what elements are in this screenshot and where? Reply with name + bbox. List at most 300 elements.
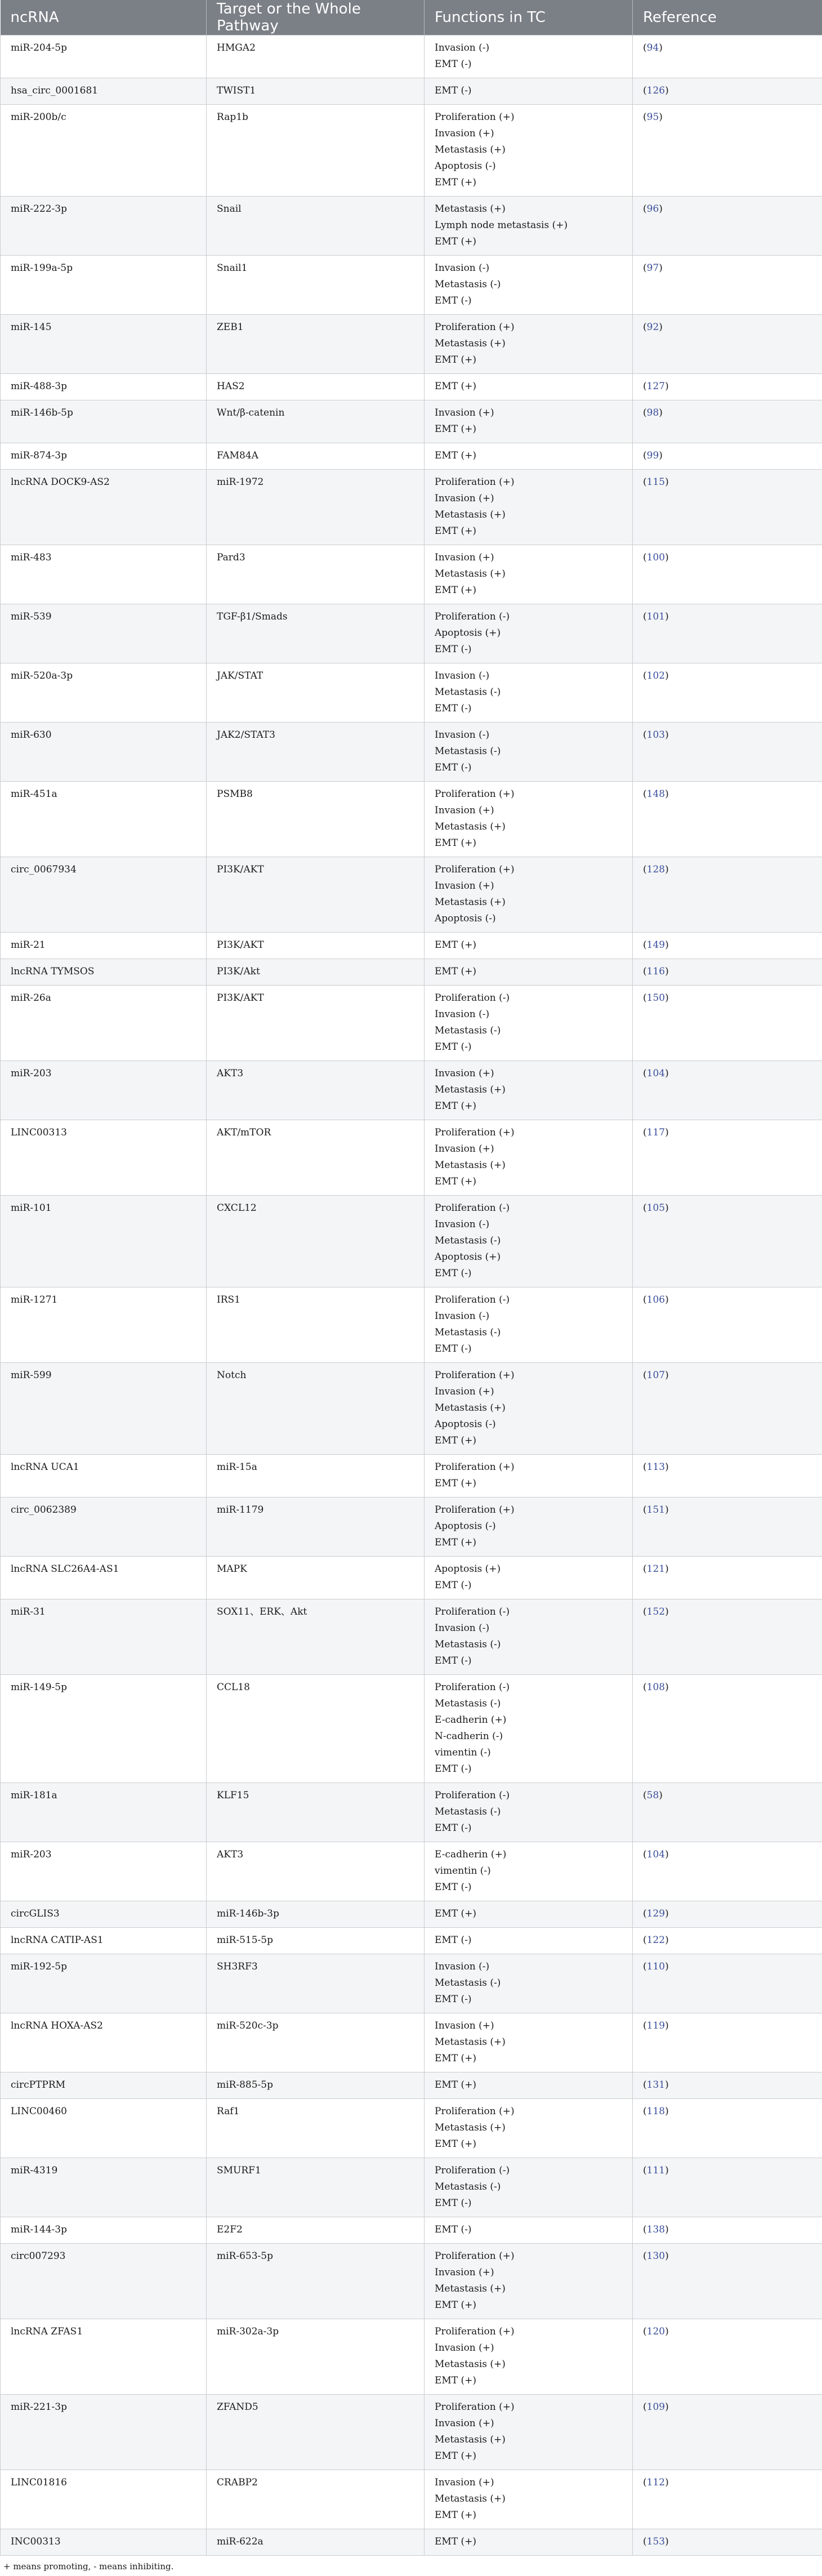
function-item: Metastasis (+) — [435, 821, 506, 832]
function-item: EMT (+) — [435, 2535, 477, 2547]
function-item: Proliferation (+) — [435, 111, 515, 123]
function-item: EMT (-) — [435, 2223, 472, 2235]
function-item: Metastasis (+) — [435, 1402, 506, 1414]
function-item: EMT (+) — [435, 2509, 477, 2521]
cell-target: miR-15a — [207, 1454, 425, 1497]
reference-link[interactable]: 104 — [646, 1067, 665, 1079]
reference-link[interactable]: 153 — [646, 2535, 665, 2547]
cell-reference: (115) — [633, 469, 822, 545]
cell-functions — [425, 2529, 633, 2555]
cell-ncrna: miR-451a — [1, 781, 207, 857]
cell-target: AKT3 — [207, 1060, 425, 1120]
reference-link[interactable]: 95 — [646, 111, 659, 123]
function-item: EMT (-) — [435, 1822, 472, 1834]
cell-reference: (94) — [633, 35, 822, 78]
cell-target: SMURF1 — [207, 2158, 425, 2217]
function-item: Proliferation (-) — [435, 610, 510, 622]
function-item: Proliferation (-) — [435, 1789, 510, 1801]
reference-link[interactable]: 117 — [646, 1126, 665, 1138]
cell-functions — [425, 857, 633, 932]
cell-target: AKT/mTOR — [207, 1120, 425, 1195]
cell-target: PSMB8 — [207, 781, 425, 857]
reference-link[interactable]: 92 — [646, 321, 659, 333]
table-row — [1, 2243, 822, 2319]
cell-reference: (121) — [633, 1556, 822, 1599]
cell-reference: (131) — [633, 2072, 822, 2098]
cell-target: FAM84A — [207, 443, 425, 469]
function-item: Metastasis (-) — [435, 278, 501, 290]
table-row — [1, 2098, 822, 2158]
cell-functions — [425, 1599, 633, 1674]
table-row — [1, 104, 822, 196]
cell-functions — [425, 314, 633, 373]
table-row — [1, 604, 822, 663]
cell-ncrna: miR-101 — [1, 1195, 207, 1287]
function-item: Apoptosis (-) — [435, 160, 496, 172]
function-item: Apoptosis (-) — [435, 1418, 496, 1430]
cell-target: miR-520c-3p — [207, 2013, 425, 2072]
function-item: Invasion (+) — [435, 492, 494, 504]
cell-reference: (104) — [633, 1060, 822, 1120]
table-row — [1, 1287, 822, 1362]
cell-functions — [425, 78, 633, 104]
cell-reference: (105) — [633, 1195, 822, 1287]
table-row — [1, 1599, 822, 1674]
function-item: EMT (+) — [435, 2374, 477, 2386]
function-item: Proliferation (+) — [435, 321, 515, 333]
reference-link[interactable]: 138 — [646, 2223, 665, 2235]
function-item: EMT (-) — [435, 761, 472, 773]
function-item: Metastasis (+) — [435, 1159, 506, 1171]
function-item: EMT (-) — [435, 1041, 472, 1053]
table-row — [1, 1454, 822, 1497]
reference-link[interactable]: 113 — [646, 1461, 665, 1473]
reference-link[interactable]: 106 — [646, 1294, 665, 1305]
reference-link[interactable]: 148 — [646, 788, 665, 800]
cell-functions — [425, 932, 633, 959]
function-item: EMT (-) — [435, 84, 472, 96]
table-row — [1, 2319, 822, 2394]
function-item: EMT (+) — [435, 1908, 477, 1919]
cell-target: miR-622a — [207, 2529, 425, 2555]
cell-functions — [425, 373, 633, 400]
cell-reference: (129) — [633, 1901, 822, 1927]
table-row — [1, 1497, 822, 1556]
cell-functions — [425, 1362, 633, 1454]
cell-functions — [425, 722, 633, 781]
cell-reference: (127) — [633, 373, 822, 400]
function-item: Apoptosis (+) — [435, 1563, 501, 1575]
cell-functions — [425, 469, 633, 545]
function-item: E-cadherin (+) — [435, 1848, 507, 1860]
function-item: Proliferation (+) — [435, 2325, 515, 2337]
cell-target: ZFAND5 — [207, 2394, 425, 2470]
table-row — [1, 469, 822, 545]
reference-link[interactable]: 96 — [646, 203, 659, 215]
reference-link[interactable]: 112 — [646, 2476, 665, 2488]
table-row — [1, 2013, 822, 2072]
cell-ncrna: miR-203 — [1, 1842, 207, 1901]
function-item: Metastasis (+) — [435, 2283, 506, 2294]
reference-link[interactable]: 97 — [646, 262, 659, 274]
cell-functions — [425, 604, 633, 663]
reference-link[interactable]: 115 — [646, 476, 665, 488]
reference-link[interactable]: 104 — [646, 1848, 665, 1860]
function-item: Metastasis (+) — [435, 203, 506, 215]
reference-link[interactable]: 149 — [646, 939, 665, 951]
table-row — [1, 985, 822, 1060]
cell-functions — [425, 1954, 633, 2013]
function-item: Metastasis (-) — [435, 1638, 501, 1650]
reference-link[interactable]: 116 — [646, 965, 665, 977]
function-item: EMT (+) — [435, 2079, 477, 2091]
reference-link[interactable]: 98 — [646, 407, 659, 418]
function-item: Invasion (-) — [435, 1008, 490, 1020]
cell-target: SH3RF3 — [207, 1954, 425, 2013]
reference-link[interactable]: 130 — [646, 2250, 665, 2262]
cell-functions — [425, 35, 633, 78]
function-item: E-cadherin (+) — [435, 1714, 507, 1726]
cell-ncrna: miR-483 — [1, 545, 207, 604]
cell-reference: (104) — [633, 1842, 822, 1901]
cell-functions — [425, 2158, 633, 2217]
reference-link[interactable]: 101 — [646, 610, 665, 622]
reference-link[interactable]: 150 — [646, 992, 665, 1004]
function-item: EMT (-) — [435, 1267, 472, 1279]
cell-ncrna: miR-145 — [1, 314, 207, 373]
cell-ncrna: miR-144-3p — [1, 2217, 207, 2243]
cell-functions — [425, 2072, 633, 2098]
reference-link[interactable]: 121 — [646, 1563, 665, 1575]
cell-target: MAPK — [207, 1556, 425, 1599]
function-item: EMT (+) — [435, 584, 477, 596]
reference-link[interactable]: 111 — [646, 2164, 665, 2176]
cell-ncrna: miR-222-3p — [1, 196, 207, 255]
reference-link[interactable]: 131 — [646, 2079, 665, 2091]
function-item: Metastasis (+) — [435, 896, 506, 908]
cell-target: TWIST1 — [207, 78, 425, 104]
table-row — [1, 1120, 822, 1195]
function-item: Metastasis (+) — [435, 2358, 506, 2370]
cell-reference: (100) — [633, 545, 822, 604]
table-row — [1, 1901, 822, 1927]
cell-ncrna: lncRNA SLC26A4-AS1 — [1, 1556, 207, 1599]
cell-reference: (97) — [633, 255, 822, 314]
function-item: Proliferation (-) — [435, 1606, 510, 1617]
cell-ncrna: circGLIS3 — [1, 1901, 207, 1927]
reference-link[interactable]: 118 — [646, 2105, 665, 2117]
cell-ncrna: circPTPRM — [1, 2072, 207, 2098]
reference-link[interactable]: 107 — [646, 1369, 665, 1381]
function-item: EMT (+) — [435, 1477, 477, 1489]
cell-functions — [425, 104, 633, 196]
function-item: EMT (+) — [435, 354, 477, 366]
cell-target: miR-146b-3p — [207, 1901, 425, 1927]
function-item: Apoptosis (-) — [435, 912, 496, 924]
cell-functions — [425, 1454, 633, 1497]
reference-link[interactable]: 99 — [646, 449, 659, 461]
reference-link[interactable]: 119 — [646, 2020, 665, 2031]
reference-link[interactable]: 152 — [646, 1606, 665, 1617]
cell-reference: (119) — [633, 2013, 822, 2072]
cell-functions — [425, 2470, 633, 2529]
function-item: Metastasis (-) — [435, 2181, 501, 2192]
cell-ncrna: miR-488-3p — [1, 373, 207, 400]
table-row — [1, 1782, 822, 1842]
table-row — [1, 545, 822, 604]
reference-link[interactable]: 151 — [646, 1504, 665, 1516]
reference-link[interactable]: 100 — [646, 551, 665, 563]
cell-reference: (138) — [633, 2217, 822, 2243]
reference-link[interactable]: 94 — [646, 42, 659, 54]
cell-functions — [425, 959, 633, 985]
cell-functions — [425, 1782, 633, 1842]
cell-reference: (101) — [633, 604, 822, 663]
reference-link[interactable]: 122 — [646, 1934, 665, 1946]
table-row — [1, 255, 822, 314]
table-row — [1, 722, 822, 781]
function-item: Invasion (-) — [435, 1960, 490, 1972]
function-item: Metastasis (-) — [435, 686, 501, 698]
function-item: Proliferation (-) — [435, 992, 510, 1004]
function-item: EMT (+) — [435, 2052, 477, 2064]
cell-functions — [425, 1927, 633, 1954]
cell-ncrna: lncRNA ZFAS1 — [1, 2319, 207, 2394]
cell-target: PI3K/AKT — [207, 857, 425, 932]
function-item: Proliferation (+) — [435, 863, 515, 875]
table-row — [1, 1954, 822, 2013]
cell-functions — [425, 2217, 633, 2243]
function-item: Invasion (+) — [435, 1067, 494, 1079]
function-item: Proliferation (+) — [435, 788, 515, 800]
function-item: Lymph node metastasis (+) — [435, 219, 568, 231]
cell-ncrna: miR-192-5p — [1, 1954, 207, 2013]
cell-ncrna: miR-599 — [1, 1362, 207, 1454]
cell-functions — [425, 1060, 633, 1120]
function-item: Proliferation (-) — [435, 2164, 510, 2176]
cell-ncrna: miR-204-5p — [1, 35, 207, 78]
cell-functions — [425, 663, 633, 722]
cell-target: SOX11、ERK、Akt — [207, 1599, 425, 1674]
table-row — [1, 1556, 822, 1599]
cell-reference: (122) — [633, 1927, 822, 1954]
reference-link[interactable]: 102 — [646, 670, 665, 681]
cell-functions — [425, 196, 633, 255]
header-row — [1, 0, 822, 35]
reference-link[interactable]: 129 — [646, 1908, 665, 1919]
cell-target: miR-1972 — [207, 469, 425, 545]
cell-ncrna: LINC01816 — [1, 2470, 207, 2529]
function-item: Metastasis (+) — [435, 2434, 506, 2445]
reference-link[interactable]: 120 — [646, 2325, 665, 2337]
cell-ncrna: miR-149-5p — [1, 1674, 207, 1782]
function-item: Proliferation (-) — [435, 1202, 510, 1214]
reference-link[interactable]: 128 — [646, 863, 665, 875]
function-item: Metastasis (+) — [435, 144, 506, 155]
function-item: Invasion (-) — [435, 729, 490, 741]
cell-ncrna: miR-1271 — [1, 1287, 207, 1362]
function-item: Metastasis (-) — [435, 1697, 501, 1709]
function-item: EMT (+) — [435, 423, 477, 435]
function-item: Metastasis (+) — [435, 568, 506, 580]
cell-functions — [425, 1901, 633, 1927]
function-item: Metastasis (+) — [435, 337, 506, 349]
function-item: Metastasis (-) — [435, 1326, 501, 1338]
table-row — [1, 1674, 822, 1782]
function-item: Apoptosis (+) — [435, 1251, 501, 1263]
reference-link[interactable]: 110 — [646, 1960, 665, 1972]
cell-ncrna: miR-4319 — [1, 2158, 207, 2217]
cell-ncrna: miR-200b/c — [1, 104, 207, 196]
cell-functions — [425, 545, 633, 604]
function-item: EMT (+) — [435, 235, 477, 247]
function-item: Proliferation (+) — [435, 476, 515, 488]
function-item: Metastasis (-) — [435, 1806, 501, 1817]
cell-target: E2F2 — [207, 2217, 425, 2243]
reference-link[interactable]: 58 — [646, 1789, 659, 1801]
function-item: Invasion (-) — [435, 42, 490, 54]
cell-ncrna: miR-874-3p — [1, 443, 207, 469]
cell-target: Notch — [207, 1362, 425, 1454]
cell-target: JAK2/STAT3 — [207, 722, 425, 781]
cell-target: miR-885-5p — [207, 2072, 425, 2098]
function-item: EMT (+) — [435, 449, 477, 461]
function-item: Invasion (+) — [435, 2266, 494, 2278]
cell-functions — [425, 443, 633, 469]
cell-reference: (109) — [633, 2394, 822, 2470]
cell-ncrna: lncRNA TYMSOS — [1, 959, 207, 985]
function-item: EMT (-) — [435, 643, 472, 655]
cell-functions — [425, 255, 633, 314]
table-row — [1, 314, 822, 373]
cell-target: HMGA2 — [207, 35, 425, 78]
cell-functions — [425, 1287, 633, 1362]
cell-reference: (126) — [633, 78, 822, 104]
function-item: Metastasis (-) — [435, 745, 501, 757]
cell-ncrna: circ_0062389 — [1, 1497, 207, 1556]
cell-reference: (113) — [633, 1454, 822, 1497]
cell-reference: (116) — [633, 959, 822, 985]
cell-target: miR-653-5p — [207, 2243, 425, 2319]
table-row — [1, 1362, 822, 1454]
cell-ncrna: miR-539 — [1, 604, 207, 663]
cell-target: IRS1 — [207, 1287, 425, 1362]
function-item: Invasion (+) — [435, 407, 494, 418]
cell-reference: (103) — [633, 722, 822, 781]
cell-reference: (58) — [633, 1782, 822, 1842]
table-row — [1, 78, 822, 104]
cell-functions — [425, 985, 633, 1060]
cell-target: Rap1b — [207, 104, 425, 196]
cell-reference: (152) — [633, 1599, 822, 1674]
function-item: Proliferation (-) — [435, 1681, 510, 1693]
cell-target: PI3K/AKT — [207, 985, 425, 1060]
function-item: Metastasis (+) — [435, 2493, 506, 2504]
table-row — [1, 2158, 822, 2217]
cell-ncrna: miR-520a-3p — [1, 663, 207, 722]
cell-ncrna: circ_0067934 — [1, 857, 207, 932]
table-row — [1, 2529, 822, 2555]
function-item: Proliferation (+) — [435, 1461, 515, 1473]
function-item: EMT (-) — [435, 1993, 472, 2005]
cell-ncrna: lncRNA DOCK9-AS2 — [1, 469, 207, 545]
table-row — [1, 2394, 822, 2470]
cell-functions — [425, 1556, 633, 1599]
function-item: EMT (-) — [435, 1763, 472, 1775]
function-item: EMT (-) — [435, 295, 472, 306]
header-reference: Reference — [633, 0, 822, 35]
cell-target: PI3K/AKT — [207, 932, 425, 959]
function-item: EMT (+) — [435, 2138, 477, 2150]
cell-reference: (92) — [633, 314, 822, 373]
cell-ncrna: miR-181a — [1, 1782, 207, 1842]
cell-ncrna: miR-31 — [1, 1599, 207, 1674]
cell-functions — [425, 2394, 633, 2470]
reference-link[interactable]: 108 — [646, 1681, 665, 1693]
function-item: Invasion (+) — [435, 2417, 494, 2429]
function-item: EMT (-) — [435, 58, 472, 70]
reference-link[interactable]: 127 — [646, 380, 665, 392]
reference-link[interactable]: 109 — [646, 2401, 665, 2413]
function-item: Proliferation (+) — [435, 1369, 515, 1381]
function-item: EMT (+) — [435, 837, 477, 849]
cell-reference: (118) — [633, 2098, 822, 2158]
table-header — [1, 0, 822, 35]
function-item: EMT (+) — [435, 1434, 477, 1446]
function-item: Invasion (+) — [435, 2342, 494, 2354]
cell-ncrna: lncRNA UCA1 — [1, 1454, 207, 1497]
cell-target: KLF15 — [207, 1782, 425, 1842]
cell-reference: (148) — [633, 781, 822, 857]
function-item: EMT (+) — [435, 1100, 477, 1112]
cell-target: CRABP2 — [207, 2470, 425, 2529]
cell-ncrna: LINC00313 — [1, 1120, 207, 1195]
cell-ncrna: miR-199a-5p — [1, 255, 207, 314]
reference-link[interactable]: 103 — [646, 729, 665, 741]
cell-reference: (149) — [633, 932, 822, 959]
function-item: Invasion (+) — [435, 880, 494, 892]
cell-reference: (102) — [633, 663, 822, 722]
table-row — [1, 781, 822, 857]
function-item: Metastasis (+) — [435, 2036, 506, 2048]
cell-reference: (110) — [633, 1954, 822, 2013]
function-item: EMT (-) — [435, 702, 472, 714]
reference-link[interactable]: 126 — [646, 84, 665, 96]
table-body — [1, 35, 822, 2555]
cell-reference: (153) — [633, 2529, 822, 2555]
function-item: Metastasis (-) — [435, 1024, 501, 1036]
cell-functions — [425, 2243, 633, 2319]
cell-functions — [425, 1497, 633, 1556]
reference-link[interactable]: 105 — [646, 1202, 665, 1214]
function-item: EMT (-) — [435, 1881, 472, 1893]
function-item: Proliferation (-) — [435, 1294, 510, 1305]
cell-reference: (112) — [633, 2470, 822, 2529]
cell-ncrna: miR-21 — [1, 932, 207, 959]
cell-target: AKT3 — [207, 1842, 425, 1901]
function-item: Invasion (-) — [435, 262, 490, 274]
function-item: Invasion (-) — [435, 1218, 490, 1230]
function-item: EMT (-) — [435, 1343, 472, 1354]
function-item: N-cadherin (-) — [435, 1730, 503, 1742]
function-item: Proliferation (+) — [435, 2401, 515, 2413]
cell-ncrna: miR-26a — [1, 985, 207, 1060]
cell-functions — [425, 1120, 633, 1195]
header-ncrna: ncRNA — [1, 0, 207, 35]
cell-ncrna: lncRNA CATIP-AS1 — [1, 1927, 207, 1954]
cell-reference: (120) — [633, 2319, 822, 2394]
function-item: Proliferation (+) — [435, 2105, 515, 2117]
